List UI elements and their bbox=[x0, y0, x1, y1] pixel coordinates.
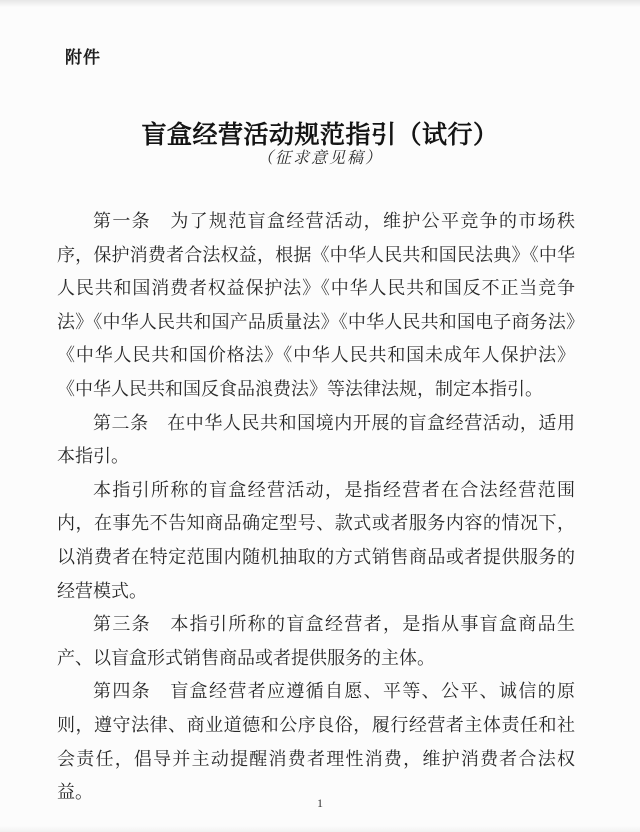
document-body bbox=[57, 205, 575, 810]
paragraph: 第三条 本指引所称的盲盒经营者，是指从事盲盒商品生产、以盲盒形式销售商品或者提供服务的主体。 bbox=[57, 614, 575, 668]
paragraph: 第二条 在中华人民共和国境内开展的盲盒经营活动，适用本指引。 bbox=[57, 412, 575, 467]
document-subtitle: （征求意见稿） bbox=[256, 150, 383, 167]
scan-artifact-top-edge bbox=[0, 0, 640, 7]
page-number: 1 bbox=[317, 796, 323, 810]
scan-artifact-bottom-edge bbox=[0, 826, 640, 832]
paragraph: 第一条 为了规范盲盒经营活动，维护公平竞争的市场秩序，保护消费者合法权益，根据《中华人民共和国民法典》《中华人民共和国消费者权益保护法》《中华人民共和国反不正当竞争法》《中华人民共和国产品质量法》《中华人民共和国电子商务法》《中华人民共和国价格法》《中华人民共和国未成年人保护法》《中华人民共和国反食品浪费法》等法律法规，制定本指引。 bbox=[57, 211, 575, 399]
attachment-label: 附件 bbox=[65, 48, 101, 67]
paragraph: 本指引所称的盲盒经营活动，是指经营者在合法经营范围内，在事先不告知商品确定型号、款式或者服务内容的情况下，以消费者在特定范围内随机抽取的方式销售商品或者提供服务的经营模式。 bbox=[57, 479, 575, 601]
paragraph: 第四条 盲盒经营者应遵循自愿、平等、公平、诚信的原则，遵守法律、商业道德和公序良俗，履行经营者主体责任和社会责任，倡导并主动提醒消费者理性消费，维护消费者合法权益。 bbox=[57, 681, 575, 803]
document-title: 盲盒经营活动规范指引（试行） bbox=[141, 121, 499, 149]
